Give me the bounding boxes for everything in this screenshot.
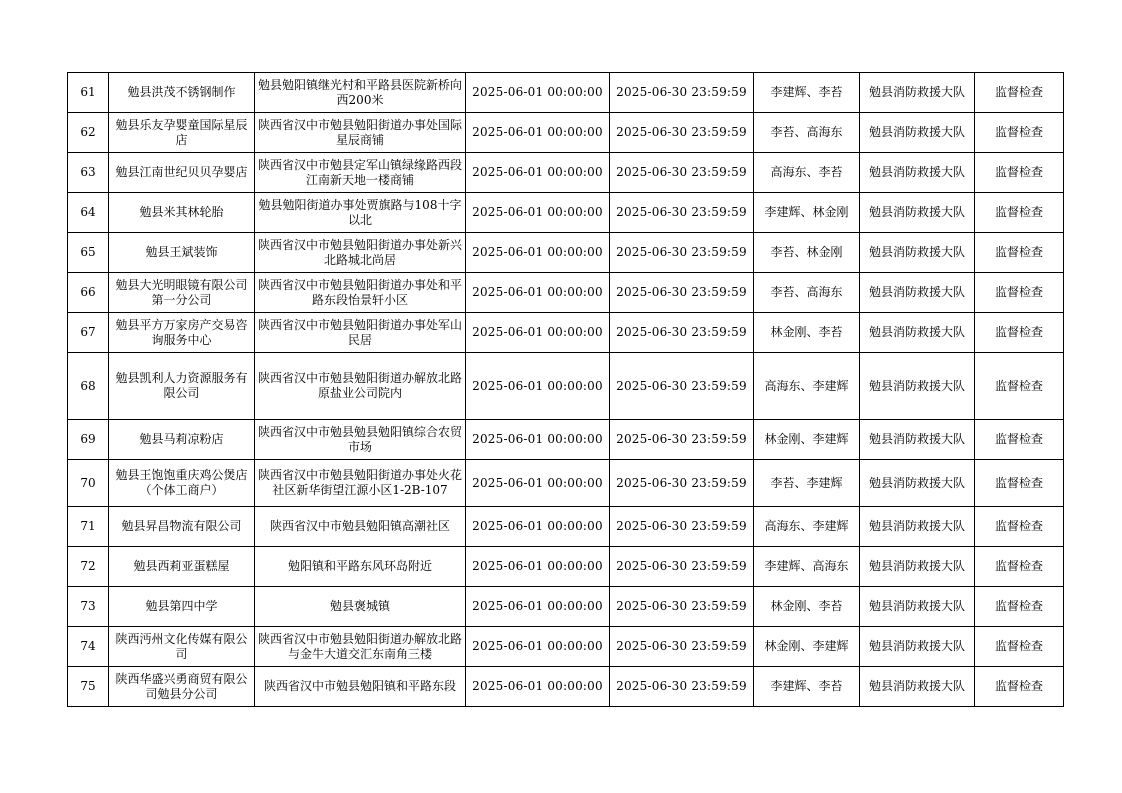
row-number-cell: 62: [68, 113, 109, 153]
table-row: [68, 547, 1064, 587]
inspection-type-cell: 监督检查: [975, 667, 1064, 707]
inspectors-cell: 林金刚、李苔: [754, 587, 860, 627]
table-row: [68, 627, 1064, 667]
table-row: [68, 420, 1064, 460]
inspection-unit-cell: 勉县消防救援大队: [860, 353, 975, 420]
table-row: [68, 193, 1064, 233]
start-time-cell: 2025-06-01 00:00:00: [466, 273, 610, 313]
end-time-cell: 2025-06-30 23:59:59: [610, 587, 754, 627]
inspection-type-cell: 监督检查: [975, 233, 1064, 273]
row-number-cell: 69: [68, 420, 109, 460]
address-cell: 陕西省汉中市勉县勉阳街道办事处火花社区新华街望江源小区1-2B-107: [255, 460, 466, 507]
inspection-unit-cell: 勉县消防救援大队: [860, 460, 975, 507]
inspectors-cell: 林金刚、李建辉: [754, 420, 860, 460]
start-time-cell: 2025-06-01 00:00:00: [466, 113, 610, 153]
inspection-unit-cell: 勉县消防救援大队: [860, 627, 975, 667]
inspection-unit-cell: 勉县消防救援大队: [860, 113, 975, 153]
end-time-cell: 2025-06-30 23:59:59: [610, 460, 754, 507]
row-number-cell: 67: [68, 313, 109, 353]
company-name-cell: 陕西沔州文化传媒有限公司: [109, 627, 255, 667]
inspectors-cell: 高海东、李建辉: [754, 353, 860, 420]
address-cell: 勉县勉阳街道办事处贾旗路与108十字以北: [255, 193, 466, 233]
end-time-cell: 2025-06-30 23:59:59: [610, 233, 754, 273]
table-row: [68, 233, 1064, 273]
company-name-cell: 勉县乐友孕婴童国际星辰店: [109, 113, 255, 153]
inspection-unit-cell: 勉县消防救援大队: [860, 153, 975, 193]
end-time-cell: 2025-06-30 23:59:59: [610, 153, 754, 193]
inspectors-cell: 高海东、李苔: [754, 153, 860, 193]
inspection-type-cell: 监督检查: [975, 547, 1064, 587]
table-row: [68, 507, 1064, 547]
end-time-cell: 2025-06-30 23:59:59: [610, 193, 754, 233]
inspection-type-cell: 监督检查: [975, 73, 1064, 113]
address-cell: 勉县勉阳镇继光村和平路县医院新桥向西200米: [255, 73, 466, 113]
address-cell: 勉县褒城镇: [255, 587, 466, 627]
inspectors-cell: 李苔、李建辉: [754, 460, 860, 507]
company-name-cell: 勉县西莉亚蛋糕屋: [109, 547, 255, 587]
table-row: [68, 73, 1064, 113]
inspectors-cell: 李苔、高海东: [754, 273, 860, 313]
start-time-cell: 2025-06-01 00:00:00: [466, 233, 610, 273]
inspection-unit-cell: 勉县消防救援大队: [860, 547, 975, 587]
inspection-type-cell: 监督检查: [975, 507, 1064, 547]
company-name-cell: 勉县米其林轮胎: [109, 193, 255, 233]
row-number-cell: 72: [68, 547, 109, 587]
inspection-type-cell: 监督检查: [975, 273, 1064, 313]
start-time-cell: 2025-06-01 00:00:00: [466, 313, 610, 353]
inspection-unit-cell: 勉县消防救援大队: [860, 193, 975, 233]
address-cell: 陕西省汉中市勉县勉阳街道办事处新兴北路城北尚居: [255, 233, 466, 273]
start-time-cell: 2025-06-01 00:00:00: [466, 73, 610, 113]
start-time-cell: 2025-06-01 00:00:00: [466, 667, 610, 707]
company-name-cell: 勉县第四中学: [109, 587, 255, 627]
row-number-cell: 61: [68, 73, 109, 113]
start-time-cell: 2025-06-01 00:00:00: [466, 193, 610, 233]
start-time-cell: 2025-06-01 00:00:00: [466, 420, 610, 460]
inspection-unit-cell: 勉县消防救援大队: [860, 233, 975, 273]
row-number-cell: 71: [68, 507, 109, 547]
address-cell: 陕西省汉中市勉县勉阳镇和平路东段: [255, 667, 466, 707]
inspectors-cell: 林金刚、李建辉: [754, 627, 860, 667]
inspectors-cell: 李建辉、李苔: [754, 667, 860, 707]
end-time-cell: 2025-06-30 23:59:59: [610, 73, 754, 113]
table-row: [68, 273, 1064, 313]
start-time-cell: 2025-06-01 00:00:00: [466, 587, 610, 627]
address-cell: 陕西省汉中市勉县勉县勉阳镇综合农贸市场: [255, 420, 466, 460]
inspection-type-cell: 监督检查: [975, 420, 1064, 460]
address-cell: 陕西省汉中市勉县勉阳街道办事处和平路东段怡景轩小区: [255, 273, 466, 313]
row-number-cell: 64: [68, 193, 109, 233]
inspection-table: [67, 72, 1064, 707]
inspection-type-cell: 监督检查: [975, 460, 1064, 507]
table-row: [68, 667, 1064, 707]
end-time-cell: 2025-06-30 23:59:59: [610, 273, 754, 313]
address-cell: 陕西省汉中市勉县勉阳街道办事处国际星辰商铺: [255, 113, 466, 153]
company-name-cell: 勉县江南世纪贝贝孕婴店: [109, 153, 255, 193]
table-row: [68, 313, 1064, 353]
address-cell: 陕西省汉中市勉县勉阳镇高潮社区: [255, 507, 466, 547]
address-cell: 勉阳镇和平路东风环岛附近: [255, 547, 466, 587]
row-number-cell: 70: [68, 460, 109, 507]
row-number-cell: 65: [68, 233, 109, 273]
inspectors-cell: 李苔、高海东: [754, 113, 860, 153]
address-cell: 陕西省汉中市勉县勉阳街道办解放北路与金牛大道交汇东南角三楼: [255, 627, 466, 667]
company-name-cell: 勉县凯利人力资源服务有限公司: [109, 353, 255, 420]
address-cell: 陕西省汉中市勉县勉阳街道办事处军山民居: [255, 313, 466, 353]
row-number-cell: 75: [68, 667, 109, 707]
company-name-cell: 勉县大光明眼镜有限公司第一分公司: [109, 273, 255, 313]
row-number-cell: 73: [68, 587, 109, 627]
inspection-type-cell: 监督检查: [975, 193, 1064, 233]
address-cell: 陕西省汉中市勉县定军山镇绿缘路西段江南新天地一楼商铺: [255, 153, 466, 193]
table-row: [68, 353, 1064, 420]
inspectors-cell: 李建辉、李苔: [754, 73, 860, 113]
end-time-cell: 2025-06-30 23:59:59: [610, 507, 754, 547]
start-time-cell: 2025-06-01 00:00:00: [466, 460, 610, 507]
end-time-cell: 2025-06-30 23:59:59: [610, 420, 754, 460]
company-name-cell: 勉县王斌装饰: [109, 233, 255, 273]
inspection-unit-cell: 勉县消防救援大队: [860, 73, 975, 113]
inspection-unit-cell: 勉县消防救援大队: [860, 667, 975, 707]
inspection-unit-cell: 勉县消防救援大队: [860, 587, 975, 627]
end-time-cell: 2025-06-30 23:59:59: [610, 313, 754, 353]
row-number-cell: 63: [68, 153, 109, 193]
inspectors-cell: 李苔、林金刚: [754, 233, 860, 273]
inspection-type-cell: 监督检查: [975, 627, 1064, 667]
start-time-cell: 2025-06-01 00:00:00: [466, 153, 610, 193]
inspection-type-cell: 监督检查: [975, 313, 1064, 353]
end-time-cell: 2025-06-30 23:59:59: [610, 667, 754, 707]
inspectors-cell: 林金刚、李苔: [754, 313, 860, 353]
company-name-cell: 勉县马莉凉粉店: [109, 420, 255, 460]
inspection-unit-cell: 勉县消防救援大队: [860, 507, 975, 547]
table-row: [68, 113, 1064, 153]
table-row: [68, 587, 1064, 627]
company-name-cell: 勉县洪茂不锈钢制作: [109, 73, 255, 113]
company-name-cell: 陕西华盛兴勇商贸有限公司勉县分公司: [109, 667, 255, 707]
start-time-cell: 2025-06-01 00:00:00: [466, 353, 610, 420]
inspectors-cell: 高海东、李建辉: [754, 507, 860, 547]
start-time-cell: 2025-06-01 00:00:00: [466, 547, 610, 587]
inspectors-cell: 李建辉、林金刚: [754, 193, 860, 233]
end-time-cell: 2025-06-30 23:59:59: [610, 547, 754, 587]
address-cell: 陕西省汉中市勉县勉阳街道办解放北路原盐业公司院内: [255, 353, 466, 420]
row-number-cell: 66: [68, 273, 109, 313]
end-time-cell: 2025-06-30 23:59:59: [610, 113, 754, 153]
inspection-type-cell: 监督检查: [975, 113, 1064, 153]
company-name-cell: 勉县平方万家房产交易咨询服务中心: [109, 313, 255, 353]
start-time-cell: 2025-06-01 00:00:00: [466, 507, 610, 547]
inspection-unit-cell: 勉县消防救援大队: [860, 420, 975, 460]
inspection-table-body: [68, 73, 1064, 707]
row-number-cell: 68: [68, 353, 109, 420]
company-name-cell: 勉县王饱饱重庆鸡公煲店（个体工商户）: [109, 460, 255, 507]
inspectors-cell: 李建辉、高海东: [754, 547, 860, 587]
table-row: [68, 460, 1064, 507]
inspection-unit-cell: 勉县消防救援大队: [860, 273, 975, 313]
inspection-type-cell: 监督检查: [975, 587, 1064, 627]
end-time-cell: 2025-06-30 23:59:59: [610, 627, 754, 667]
inspection-unit-cell: 勉县消防救援大队: [860, 313, 975, 353]
end-time-cell: 2025-06-30 23:59:59: [610, 353, 754, 420]
table-row: [68, 153, 1064, 193]
row-number-cell: 74: [68, 627, 109, 667]
inspection-type-cell: 监督检查: [975, 153, 1064, 193]
inspection-table-container: [67, 72, 1064, 707]
company-name-cell: 勉县昇昌物流有限公司: [109, 507, 255, 547]
inspection-type-cell: 监督检查: [975, 353, 1064, 420]
start-time-cell: 2025-06-01 00:00:00: [466, 627, 610, 667]
